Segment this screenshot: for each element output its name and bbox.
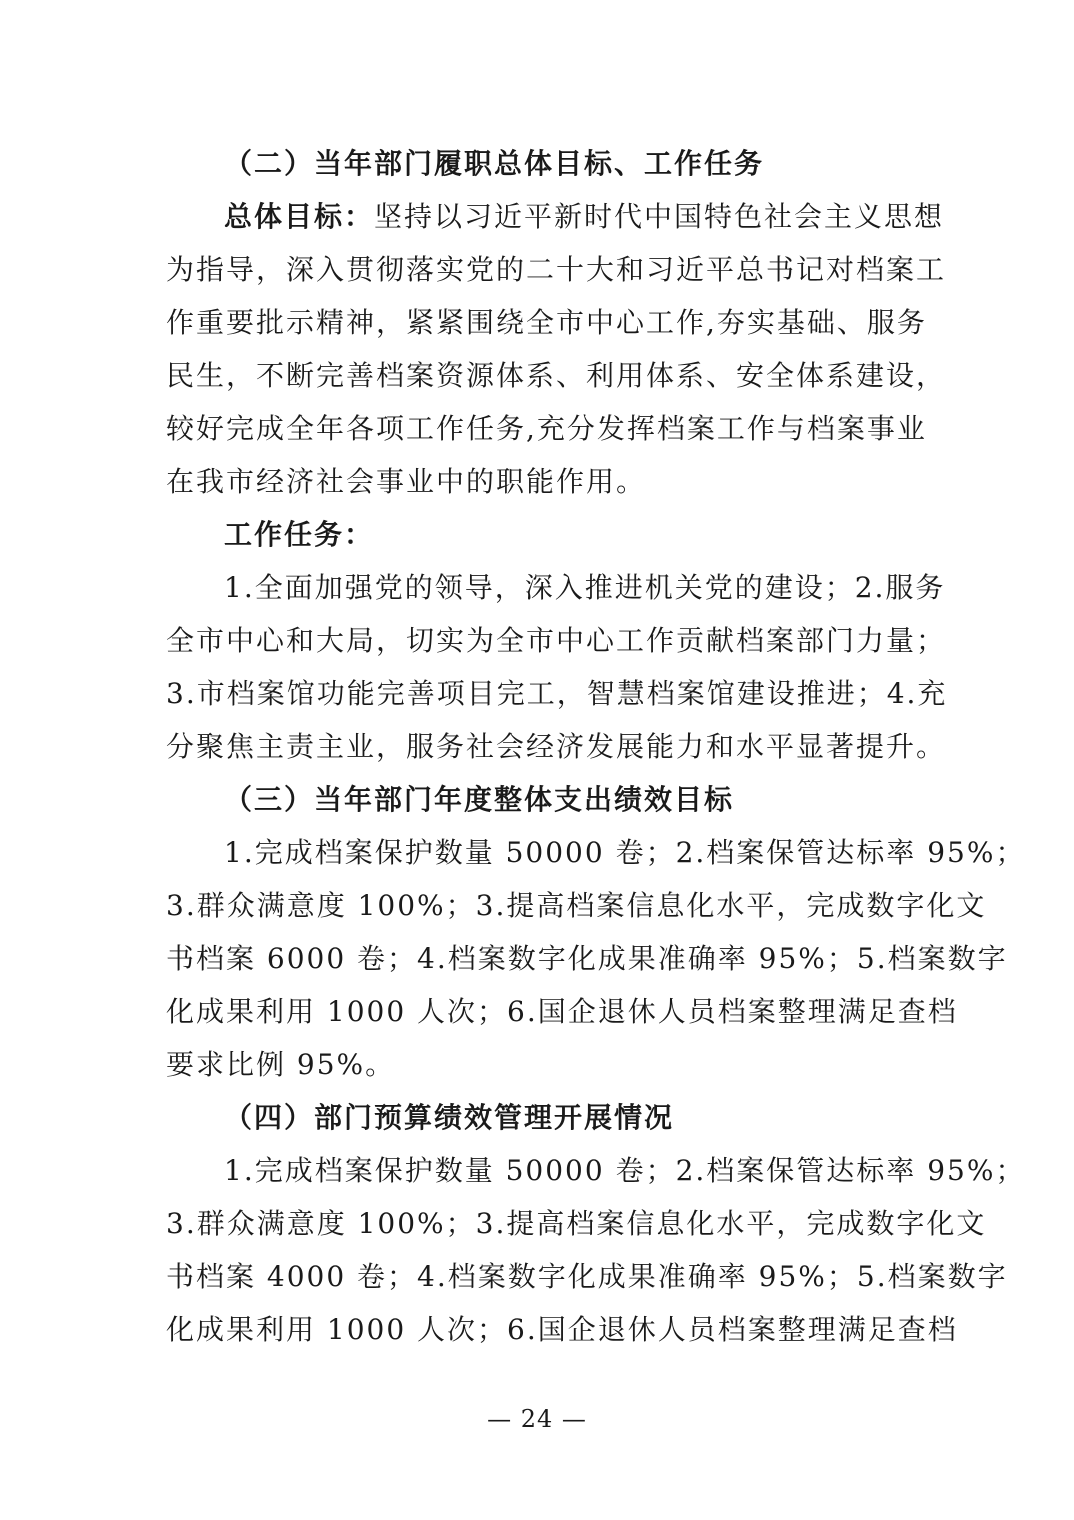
section-heading-2: （二）当年部门履职总体目标、工作任务 xyxy=(224,147,765,180)
paragraph-line: 3.市档案馆功能完善项目完工，智慧档案馆建设推进；4.充 xyxy=(166,677,948,710)
section-heading-4: （四）部门预算绩效管理开展情况 xyxy=(224,1101,675,1134)
paragraph-line xyxy=(166,190,945,243)
paragraph-line: 要求比例 95%。 xyxy=(166,1048,396,1081)
paragraph-line: 民生，不断完善档案资源体系、利用体系、安全体系建设， xyxy=(166,359,947,392)
overall-goal-label: 总体目标： xyxy=(224,200,375,233)
paragraph-line: 化成果利用 1000 人次；6.国企退休人员档案整理满足查档 xyxy=(166,1313,958,1346)
paragraph-line: 为指导，深入贯彻落实党的二十大和习近平总书记对档案工 xyxy=(166,253,947,286)
paragraph-line: 1.完成档案保护数量 50000 卷；2.档案保管达标率 95%； xyxy=(224,1154,1026,1187)
paragraph-line: 3.群众满意度 100%；3.提高档案信息化水平，完成数字化文 xyxy=(166,889,987,922)
paragraph-line: 分聚焦主责主业，服务社会经济发展能力和水平显著提升。 xyxy=(166,730,947,763)
work-tasks-label: 工作任务： xyxy=(224,518,375,551)
paragraph-line: 作重要批示精神，紧紧围绕全市中心工作,夯实基础、服务 xyxy=(166,306,927,339)
paragraph-line: 3.群众满意度 100%；3.提高档案信息化水平，完成数字化文 xyxy=(166,1207,987,1240)
paragraph-line: 书档案 4000 卷；4.档案数字化成果准确率 95%；5.档案数字 xyxy=(166,1260,1008,1293)
paragraph-line: 在我市经济社会事业中的职能作用。 xyxy=(166,465,647,498)
section-heading-3: （三）当年部门年度整体支出绩效目标 xyxy=(224,783,735,816)
overall-goal-text: 坚持以习近平新时代中国特色社会主义思想 xyxy=(374,200,945,233)
paragraph-line: 1.完成档案保护数量 50000 卷；2.档案保管达标率 95%； xyxy=(224,836,1026,869)
document-body xyxy=(166,137,1026,1356)
paragraph-line: 较好完成全年各项工作任务,充分发挥档案工作与档案事业 xyxy=(166,412,927,445)
page-number: — 24 — xyxy=(487,1405,587,1433)
paragraph-line: 化成果利用 1000 人次；6.国企退休人员档案整理满足查档 xyxy=(166,995,958,1028)
paragraph-line: 书档案 6000 卷；4.档案数字化成果准确率 95%；5.档案数字 xyxy=(166,942,1008,975)
paragraph-line: 1.全面加强党的领导，深入推进机关党的建设；2.服务 xyxy=(224,571,946,604)
paragraph-line: 全市中心和大局，切实为全市中心工作贡献档案部门力量； xyxy=(166,624,947,657)
